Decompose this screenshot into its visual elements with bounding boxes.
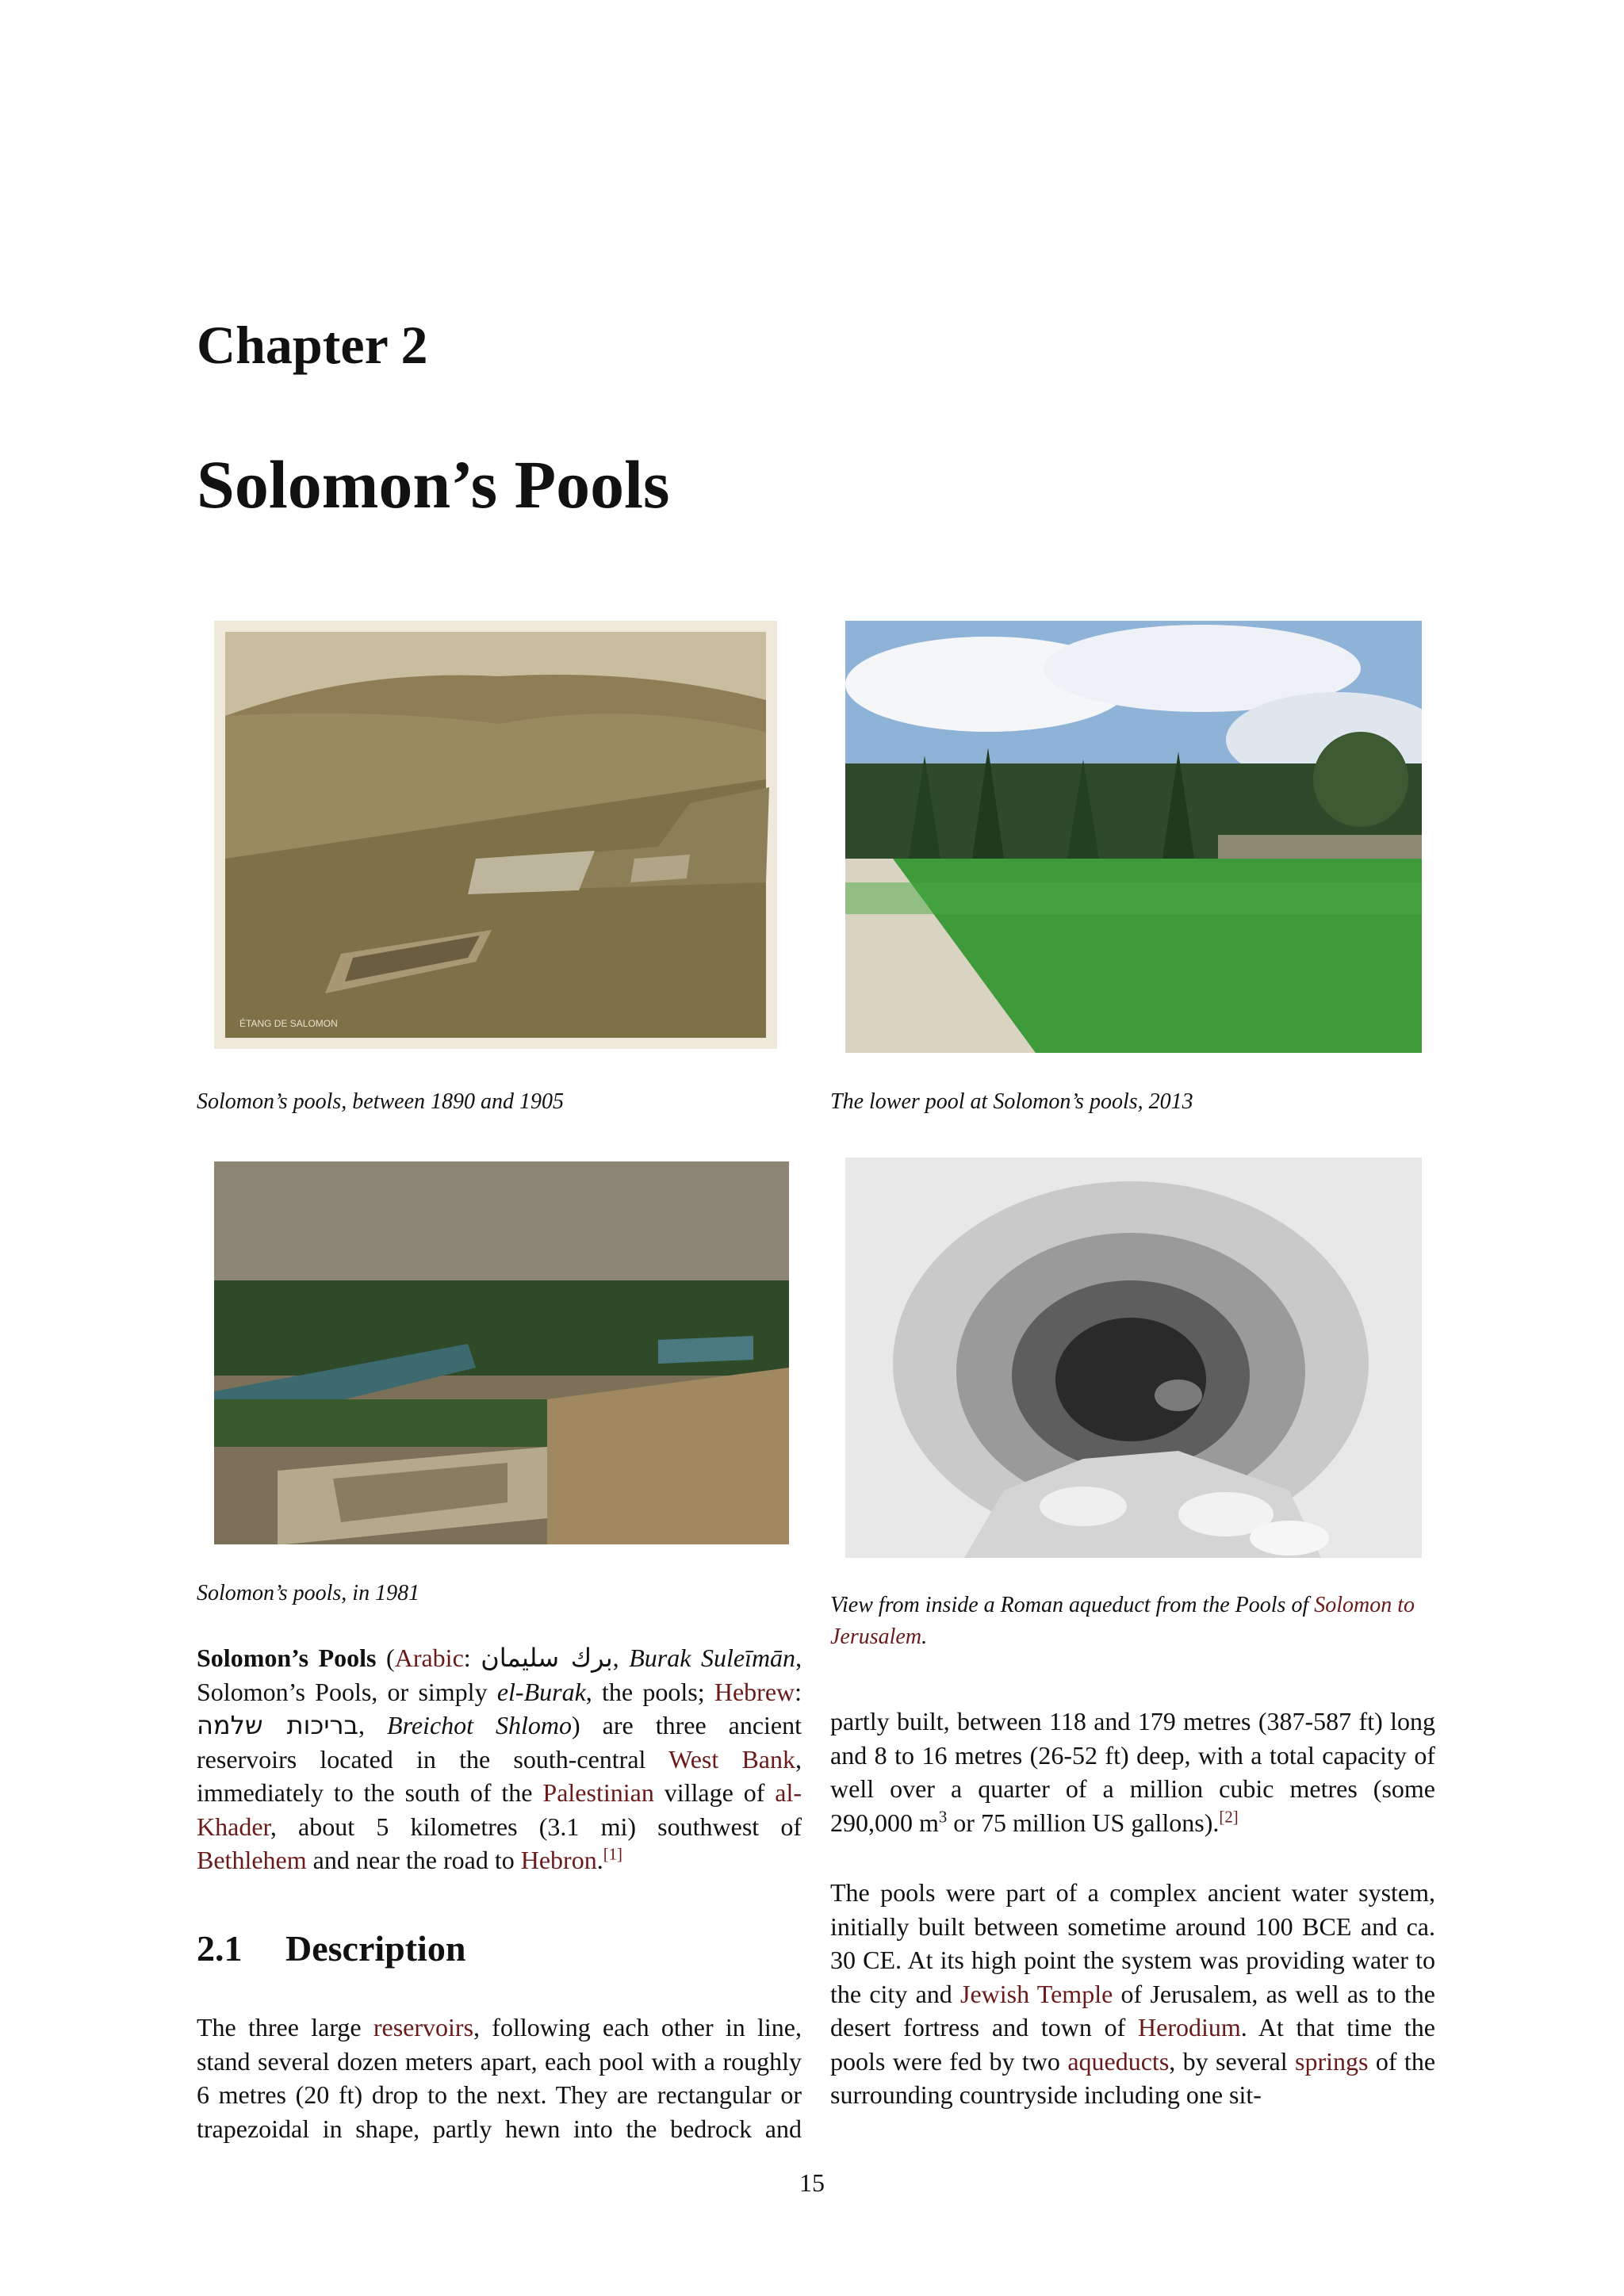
description-paragraph-1-continued: partly built, between 118 and 179 metres (387-587 ft) long and 8 to 16 metres (26-52 ft) deep, with a total capacity of well over a quarter of a million cubic metres (some 290,000 $m^3$ or 75 million US gallons).[2] [830,1707,1435,1837]
link-bethlehem[interactable]: Bethlehem [197,1846,307,1874]
link-aqueducts[interactable]: aqueducts [1067,2046,1170,2076]
link-hebron[interactable]: Hebron [520,1846,597,1874]
link-springs[interactable]: springs [1295,2046,1369,2076]
chapter-label: Chapter 2 [197,315,428,375]
figure-caption-1: Solomon’s pools, between 1890 and 1905 [197,1089,565,1114]
caption-4-text: View from inside a Roman aqueduct from the Pools of [830,1593,1315,1617]
caption-4-suffix: . [921,1624,928,1649]
reference-2[interactable]: [2] [1219,1807,1239,1826]
link-reservoirs[interactable]: reservoirs [373,2013,474,2042]
photo-aerial-1981 [214,1161,789,1544]
figure-caption-4 [830,1590,1445,1653]
photo-imprint-text: ÉTANG DE SALOMON [239,1018,338,1029]
arabic-name: برك سليمان [481,1643,613,1673]
photo-roman-aqueduct [845,1158,1422,1558]
link-west-bank[interactable]: West Bank [668,1744,796,1774]
section-heading [197,1927,465,1970]
page-title: Solomon’s Pools [197,446,670,522]
figure-caption-3: Solomon’s pools, in 1981 [197,1581,420,1605]
description-paragraph-1: The three large reservoirs, following each other in line, stand several dozen meters apart, each pool with a roughly 6 metres (20 ft) drop to the next. They are rectangular or trapezoidal in shape, partly hewn into the bedrock and [197,2013,802,2143]
intro-paragraph: Solomon’s Pools (Arabic: برك سليمان, Burak Suleīmān, Solomon’s Pools, or simply el-Burak, the pools; Hebrew: בריכות שלמה, Breichot Shlomo) are three ancient reservoirs located in the south-central West Bank, immediately to the south of the Palestinian village of al-Khader, about 5 kilometres (3.1 mi) southwest of Bethlehem and near the road to Hebron.[1] [197,1643,802,1874]
section-number: 2.1 [197,1928,243,1969]
figure-caption-2: The lower pool at Solomon’s pools, 2013 [830,1089,1193,1114]
intro-term: Solomon’s Pools [197,1644,377,1672]
link-to-jerusalem[interactable]: to Jerusalem [830,1593,1415,1649]
photo-solomons-pools-1890 [214,621,777,1049]
section-title: Description [285,1928,466,1969]
link-arabic[interactable]: Arabic [394,1644,464,1672]
two-column-body [197,2011,802,2145]
description-paragraph-2: The pools were part of a complex ancient water system, initially built between sometime around 100 BCE and ca. 30 CE. At its high point the system was providing water to the city and Jewish Temple of Jerusalem, as well as to the desert fortress and town of Herodium. At that time the pools were fed by two aqueducts, by several springs of the surrounding countryside including one sit- [830,1878,1436,2109]
link-jewish-temple[interactable]: Jewish Temple [960,1979,1113,2008]
hebrew-name: בריכות שלמה [197,1710,359,1740]
reference-1[interactable]: [1] [603,1845,622,1864]
right-column-top [830,1705,1435,1863]
link-solomon[interactable]: Solomon [1314,1593,1392,1617]
page-number: 15 [799,2168,825,2197]
link-palestinian[interactable]: Palestinian [542,1778,654,1807]
link-al-khader[interactable]: al-Khader [197,1778,802,1841]
link-herodium[interactable]: Herodium [1138,2013,1241,2042]
link-hebrew[interactable]: Hebrew [714,1677,795,1706]
photo-lower-pool-2013 [845,621,1422,1053]
